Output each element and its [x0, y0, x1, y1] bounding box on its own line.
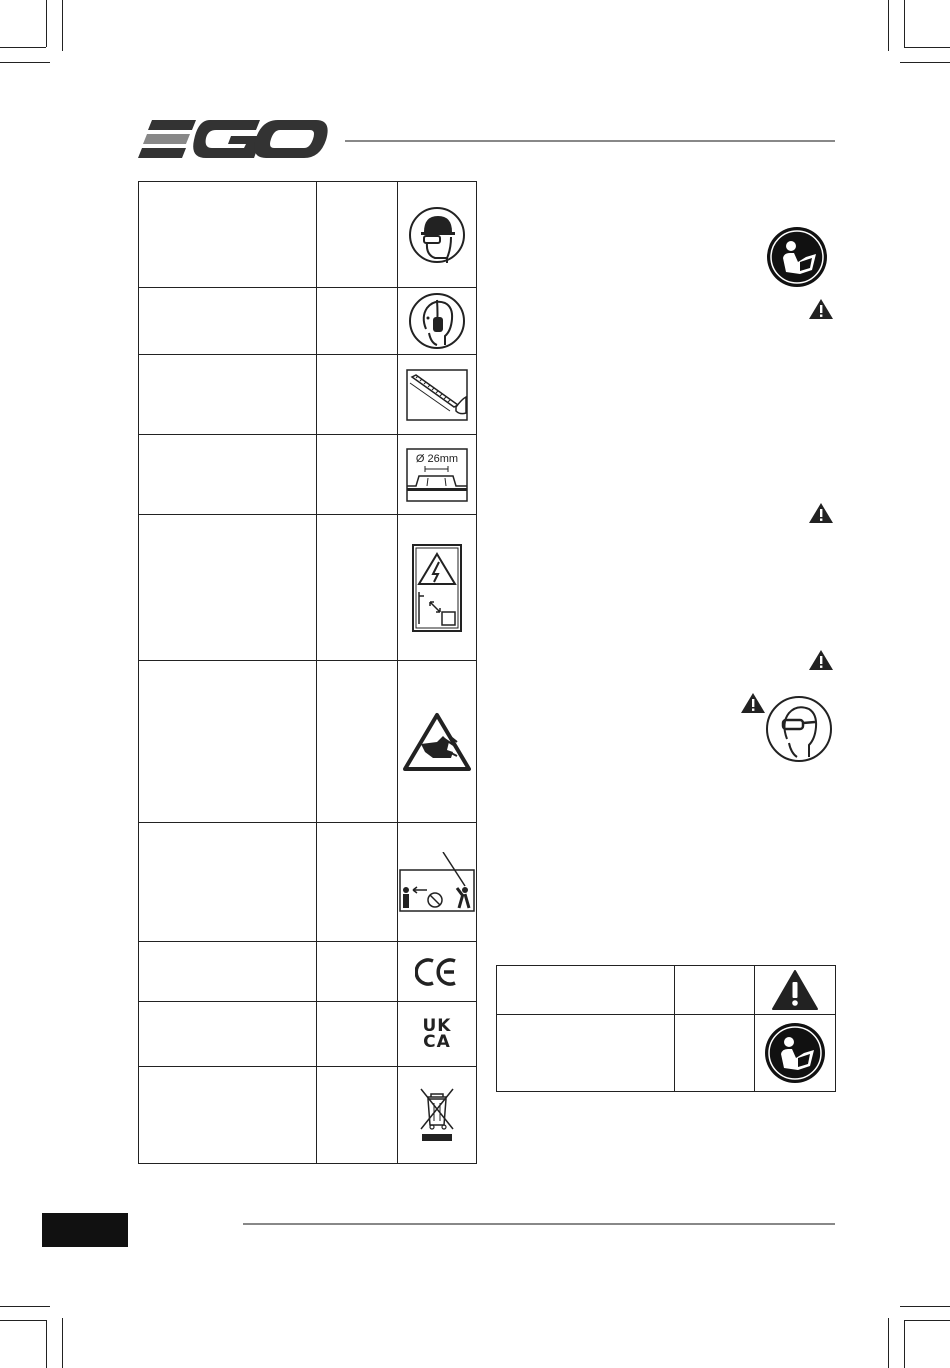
power-line-distance-icon: [412, 544, 462, 632]
symbol-meaning-cell: [317, 823, 398, 942]
left-symbol-table: [138, 181, 477, 1164]
table-row: [139, 823, 477, 942]
symbol-label-cell: [139, 515, 317, 661]
crop-mark: [0, 47, 46, 48]
ear-protection-icon: [407, 291, 467, 351]
safety-goggles-icon: [765, 695, 833, 763]
hard-hat-goggles-icon: [407, 205, 467, 265]
symbol-label-cell: [139, 1067, 317, 1164]
table-row: [139, 355, 477, 435]
symbol-meaning-cell: [317, 1067, 398, 1164]
symbol-label-cell: [139, 435, 317, 515]
right-symbol-table: [496, 965, 836, 1092]
symbol-label-cell: [139, 823, 317, 942]
symbol-meaning-cell: [317, 288, 398, 355]
table-row: [497, 1015, 836, 1092]
crop-mark: [904, 0, 905, 47]
cutting-hand-hazard-icon: [403, 712, 471, 772]
table-row: [139, 661, 477, 823]
weee-bin-icon: [417, 1087, 457, 1143]
crop-mark: [62, 0, 63, 14]
crop-mark: [0, 62, 50, 63]
ukca-mark-icon: UK CA: [422, 1016, 452, 1052]
table-row: [139, 1067, 477, 1164]
symbol-meaning-cell: [317, 355, 398, 435]
crop-mark: [46, 1320, 47, 1368]
symbol-label-cell: [497, 1015, 675, 1092]
crop-mark: [888, 1318, 889, 1368]
ce-mark-icon: [415, 957, 459, 987]
page-number-tab: [42, 1213, 128, 1247]
table-row: [497, 966, 836, 1015]
symbol-label-cell: [139, 942, 317, 1002]
read-manual-icon: [766, 226, 828, 288]
symbol-meaning-cell: [317, 942, 398, 1002]
warning-triangle-icon: [740, 692, 766, 714]
svg-text:Ø 26mm: Ø 26mm: [415, 452, 459, 465]
symbol-meaning-cell: [317, 515, 398, 661]
header-rule: [345, 140, 835, 142]
symbol-meaning-cell: [317, 661, 398, 823]
symbol-label-cell: [139, 661, 317, 823]
warning-triangle-icon: [808, 298, 834, 320]
symbol-meaning-cell: [317, 182, 398, 288]
table-row: [139, 1002, 477, 1067]
table-row: [139, 515, 477, 661]
table-row: [139, 288, 477, 355]
table-row: [139, 182, 477, 288]
symbol-label-cell: [139, 288, 317, 355]
blade-length-icon: [406, 369, 468, 421]
symbol-label-cell: [139, 355, 317, 435]
crop-mark: [888, 0, 889, 51]
crop-mark: [900, 62, 950, 63]
symbol-label-cell: [139, 1002, 317, 1067]
crop-mark: [900, 1306, 950, 1307]
warning-triangle-icon: [808, 502, 834, 524]
crop-mark: [0, 1320, 46, 1321]
warning-triangle-icon: [808, 649, 834, 671]
symbol-label-cell: [497, 966, 675, 1015]
crop-mark: [904, 1320, 950, 1321]
crop-mark: [62, 1318, 63, 1368]
symbol-meaning-cell: [317, 1002, 398, 1067]
crop-mark: [46, 0, 47, 47]
crop-mark: [62, 14, 63, 51]
ego-logo: [138, 118, 328, 162]
crop-mark: [904, 1320, 905, 1368]
crop-mark: [0, 1306, 50, 1307]
table-row: [139, 942, 477, 1002]
symbol-label-cell: [139, 182, 317, 288]
crop-mark: [904, 47, 950, 48]
symbol-meaning-cell: [675, 966, 755, 1015]
symbol-meaning-cell: [317, 435, 398, 515]
footer-rule: [243, 1223, 835, 1225]
read-manual-icon: [764, 1022, 826, 1084]
warning-triangle-icon: [771, 969, 819, 1011]
table-row: [139, 435, 477, 515]
symbol-meaning-cell: [675, 1015, 755, 1092]
bystander-distance-icon: [399, 852, 475, 912]
cutting-diameter-icon: [406, 448, 468, 502]
